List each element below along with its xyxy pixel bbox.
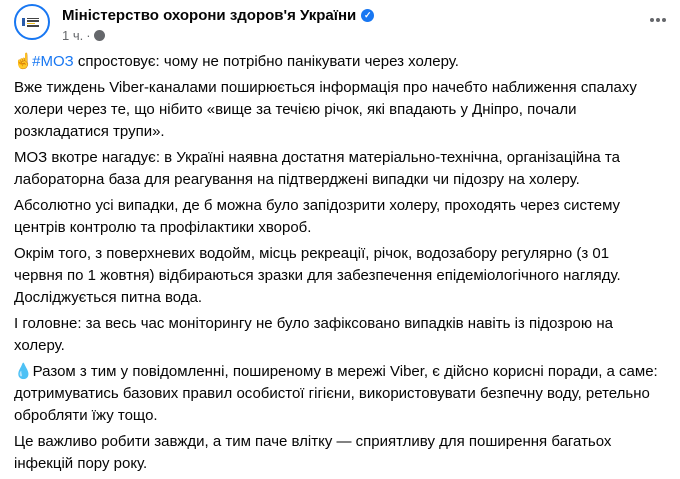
paragraph-line: червня по 1 жовтня) відбираються зразки для забезпечення епідеміологічного нагляду. bbox=[14, 267, 621, 284]
paragraph-line: обробляти їжу тощо. bbox=[14, 407, 158, 424]
post-first-line bbox=[14, 51, 674, 73]
paragraph-line: Абсолютно усі випадки, де б можна було запідозрити холеру, проходять через систему bbox=[14, 197, 621, 214]
paragraph-line: дотримуватись базових правил особистої гігієни, використовувати безпечну воду, ретельно bbox=[14, 385, 650, 402]
post-paragraph bbox=[14, 243, 674, 309]
paragraph-line: лабораторна база для реагування на підтверджені випадки чи підозру на холеру. bbox=[14, 171, 580, 188]
post-paragraph bbox=[14, 77, 674, 143]
paragraph-line: Окрім того, з поверхневих водойм, місць рекреації, річок, водозабору регулярно (з 01 bbox=[14, 245, 610, 262]
post-paragraph bbox=[14, 361, 674, 427]
post-paragraph bbox=[14, 313, 674, 357]
more-options-button[interactable] bbox=[650, 18, 666, 22]
paragraph-line: Досліджується питна вода. bbox=[14, 289, 203, 306]
intro-text: спростовує: чому не потрібно панікувати через холеру. bbox=[73, 53, 459, 70]
paragraph-line: холери через те, що нібито «вище за течією річок, які впадають у Дніпро, почали bbox=[14, 101, 577, 118]
paragraph-line: холеру. bbox=[14, 337, 65, 354]
separator: · bbox=[86, 28, 91, 43]
post-time[interactable]: 1 ч. bbox=[62, 28, 84, 43]
post-body bbox=[14, 51, 674, 479]
ellipsis-icon bbox=[650, 18, 654, 22]
avatar[interactable] bbox=[14, 4, 50, 40]
paragraph-line: центрів контролю та профілактики хвороб. bbox=[14, 219, 312, 236]
post-header bbox=[14, 4, 674, 44]
verified-check-icon: ✓ bbox=[361, 9, 374, 22]
paragraph-line: розкладатися трупи». bbox=[14, 123, 165, 140]
paragraph-line: інфекцій пору року. bbox=[14, 455, 148, 472]
post-paragraph bbox=[14, 195, 674, 239]
author-name[interactable]: Міністерство охорони здоров'я України bbox=[62, 7, 357, 24]
hashtag-link[interactable]: #МОЗ bbox=[32, 53, 74, 70]
paragraph-line: І головне: за весь час моніторингу не було зафіксовано випадків навіть із підозрою на bbox=[14, 315, 613, 332]
pointing-up-icon: ☝ bbox=[14, 53, 33, 70]
globe-icon bbox=[94, 30, 105, 41]
paragraph-line: 💧Разом з тим у повідомленні, поширеному в мережі Viber, є дійсно корисні поради, а саме: bbox=[14, 363, 658, 380]
paragraph-line: Вже тиждень Viber-каналами поширюється інформація про начебто наближення спалаху bbox=[14, 79, 637, 96]
ministry-logo bbox=[22, 15, 42, 29]
paragraph-line: МОЗ вкотре нагадує: в Україні наявна достатня матеріально-технічна, організаційна та bbox=[14, 149, 620, 166]
paragraph-line: Це важливо робити завжди, а тим паче влітку — сприятливу для поширення багатьох bbox=[14, 433, 612, 450]
post-paragraph bbox=[14, 147, 674, 191]
post-paragraph bbox=[14, 431, 674, 475]
